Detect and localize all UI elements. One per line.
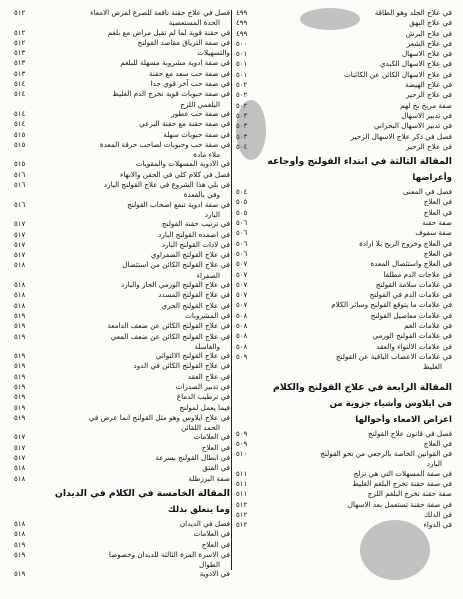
toc-entry-title: فصل في ذكر علاج الاسهال الزحير xyxy=(350,131,452,141)
toc-entry xyxy=(14,413,230,423)
toc-entry-page: ٥٠٨ xyxy=(236,332,248,341)
toc-entry-title: فيما يعمل لمولنج xyxy=(179,402,230,412)
toc-entry xyxy=(14,474,230,484)
toc-entry-page: ٥٠٧ xyxy=(236,291,248,300)
toc-entry-page: ٥١٧ xyxy=(14,230,26,239)
ink-blot xyxy=(236,100,266,160)
toc-entry-title: في علاج القولنج الورمي الحار والبارد xyxy=(121,280,230,290)
toc-entry-page: ٥٠٣ xyxy=(236,111,248,120)
toc-entry-title: في القوانين الخاصة بالرجعي من نحو القولنج xyxy=(320,449,452,459)
toc-entry-page: ٥٠١ xyxy=(236,50,248,59)
toc-entry xyxy=(14,443,230,453)
toc-entry-page: ٥١٤ xyxy=(14,90,26,99)
toc-entry-title: الصفراء xyxy=(196,270,220,280)
toc-entry-title: في علاج البهق xyxy=(409,18,452,28)
toc-entry-title: في علاج الاسهال الكبدي xyxy=(379,59,452,69)
toc-entry-title: في العلاج xyxy=(423,207,452,217)
toc-entry-page: ٥١٥ xyxy=(14,130,26,139)
toc-entry-title: في صفة حب سعد مع حقنة xyxy=(149,68,230,78)
toc-entry-page: ٥١٩ xyxy=(14,413,26,422)
toc-entry xyxy=(14,58,230,68)
toc-entry-page: ٥٠٧ xyxy=(236,301,248,310)
toc-entry xyxy=(236,311,452,321)
toc-entry xyxy=(14,140,230,150)
toc-entry-page: ٥١٨ xyxy=(14,519,26,528)
section5-subheading: وما يتعلق بذلك xyxy=(167,504,230,515)
toc-entry-page: ٥٠٧ xyxy=(236,270,248,279)
toc-entry-title: في صفة حبوبات قوية تخرج الدم الغليظ xyxy=(112,89,230,99)
toc-entry xyxy=(236,228,452,238)
toc-entry xyxy=(14,403,230,413)
toc-entry-title: في علاج ايلاوس وهو مثل القولنج انما عرض في xyxy=(88,412,230,422)
section5-list xyxy=(14,519,230,580)
toc-entry-title: في تدبير الاسهال البحراني xyxy=(374,121,452,131)
toc-entry-title: ملاء مادة xyxy=(193,150,220,160)
toc-entry xyxy=(236,29,452,39)
toc-entry xyxy=(14,89,230,99)
toc-entry xyxy=(14,230,230,240)
toc-entry-page: ٥١٢ xyxy=(14,9,26,17)
toc-entry xyxy=(236,249,452,259)
toc-entry-title: في علامات ما يتوقع القولنج وسائر الكلام xyxy=(331,300,452,310)
toc-entry-page: ٥١٨ xyxy=(14,464,26,473)
toc-entry-title: في علاج العقد xyxy=(187,371,230,381)
toc-entry xyxy=(14,519,230,529)
toc-entry-title: في المشروبات xyxy=(185,310,230,320)
toc-entry-title: في علامات الغم xyxy=(404,321,452,331)
toc-entry xyxy=(236,101,452,111)
toc-entry-page: ٥٠١ xyxy=(236,60,248,69)
toc-entry-page: ٥٠٩ xyxy=(236,352,248,361)
toc-entry-page: ٥٠٤ xyxy=(236,142,248,151)
toc-entry xyxy=(236,132,452,142)
toc-entry xyxy=(14,48,230,58)
toc-entry xyxy=(14,250,230,260)
toc-entry xyxy=(14,432,230,442)
toc-entry-title: في بلي هذا الشروع في علاج القولنج البارد xyxy=(103,180,230,190)
toc-entry-title: فصل في قانون علاج القولنج xyxy=(367,428,452,438)
toc-entry-page: ٥٠٤ xyxy=(236,188,248,197)
toc-entry-title: في حقنة قوية لما لم تقبل مراض مع بلغم xyxy=(107,27,230,37)
toc-entry-title: في علاج الاسهال الكائن عن الكائنات xyxy=(344,69,452,79)
column-divider xyxy=(231,10,232,570)
toc-entry-title: في صفة ادوية مشروبة مسهلة للبلغم xyxy=(120,58,230,68)
toc-entry xyxy=(14,280,230,290)
section4-line-1: في ايلاوس وأشياء جزوية من xyxy=(329,398,452,409)
toc-entry-page: ٥١٩ xyxy=(14,382,26,391)
toc-entry-title: في الادوية xyxy=(199,569,230,579)
toc-entry-title: في العلاج xyxy=(423,438,452,448)
toc-entry-title: في علاج القولنج الالتوائي xyxy=(155,351,230,361)
toc-entry-page: ٥١٤ xyxy=(14,80,26,89)
toc-entry xyxy=(14,382,230,392)
toc-entry xyxy=(14,529,230,539)
toc-entry-title: في علاج القولنج الكائن في الدود xyxy=(133,361,230,371)
toc-entry xyxy=(14,351,230,361)
toc-entry-title: في علاج القولنج الصفراوي xyxy=(150,250,230,260)
toc-entry-page: ٥١٦ xyxy=(14,170,26,179)
toc-entry-page: ٥٠٣ xyxy=(236,122,248,131)
toc-entry-title: في تدبير الاسهال xyxy=(401,110,452,120)
toc-entry-title: في صفة حبوبات سهلة xyxy=(163,129,230,139)
section4-list xyxy=(236,429,452,531)
toc-entry xyxy=(14,8,230,18)
toc-entry-page: ٥١٦ xyxy=(14,181,26,190)
toc-entry-page: ٥٠٣ xyxy=(236,132,248,141)
toc-entry xyxy=(236,449,452,459)
toc-entry xyxy=(14,453,230,463)
toc-entry xyxy=(14,109,230,119)
toc-entry xyxy=(14,210,230,219)
toc-entry-page: ٥٠٠ xyxy=(236,39,248,48)
toc-entry-title: الحمد اللقائن xyxy=(181,423,220,433)
toc-entry-page: ٥٠٨ xyxy=(236,311,248,320)
toc-entry-page: ٥١١ xyxy=(236,490,248,499)
toc-entry xyxy=(236,197,452,207)
toc-entry xyxy=(14,271,230,280)
toc-entry-title: في الدلك xyxy=(424,509,452,519)
toc-entry xyxy=(236,469,452,479)
toc-entry-title: في علامات سلامة القولنج xyxy=(375,279,452,289)
toc-entry-page: ٥١٩ xyxy=(14,352,26,361)
toc-entry-title: في علامات معاصيل القولنج xyxy=(370,310,452,320)
toc-entry xyxy=(236,80,452,90)
toc-entry-page: ٥١٨ xyxy=(14,530,26,539)
toc-entry xyxy=(14,159,230,169)
toc-entry xyxy=(14,200,230,210)
toc-entry-title: في صفة حقنة مع حقنة البرعي xyxy=(139,119,230,129)
toc-entry-page: ٥٠٦ xyxy=(236,239,248,248)
toc-entry-title: في صفة المسهلات التي هي نزلج xyxy=(353,468,452,478)
toc-entry-title: والتسهيلات xyxy=(197,48,230,58)
toc-entry-title: الغليظ xyxy=(422,362,442,372)
toc-entry-page: ٥١٩ xyxy=(14,550,26,559)
section3-heading: المقالة الثالثة في ابتداء القولنج وأوجاعه xyxy=(267,156,452,168)
toc-entry xyxy=(236,218,452,228)
toc-entry-page: ٤٩٩ xyxy=(236,29,248,38)
toc-entry-page: ٥٠٦ xyxy=(236,249,248,258)
toc-entry-title: في صفة حب وحبوبات لصاحب حرقة المعدة xyxy=(99,139,230,149)
toc-entry-title: في العلامات xyxy=(193,529,230,539)
toc-entry-title: في لادات القولنج البارد xyxy=(161,239,230,249)
toc-entry-page: ٥١٩ xyxy=(14,332,26,341)
toc-entry-page: ٥٠٢ xyxy=(236,81,248,90)
toc-entry xyxy=(236,439,452,449)
ink-blot xyxy=(300,8,360,30)
toc-entry-title: في ابطال القولنج بسرعة xyxy=(155,453,230,463)
toc-entry xyxy=(14,332,230,342)
toc-entry-page: ٥٠١ xyxy=(236,70,248,79)
toc-entry-title: في العلاج وخروج الريح بلا ارادة xyxy=(359,238,452,248)
toc-entry xyxy=(236,300,452,310)
toc-entry-title: في تدبير الصدرات xyxy=(175,381,230,391)
toc-entry xyxy=(236,290,452,300)
toc-entry-title: في علامات القولنج الورمي xyxy=(372,331,452,341)
toc-entry-page: ٥١٩ xyxy=(14,540,26,549)
toc-entry-page: ٥١١ xyxy=(236,469,248,478)
toc-entry xyxy=(14,342,230,351)
toc-entry xyxy=(14,290,230,300)
toc-entry-title: في ترتيب حقنة القولنج xyxy=(161,219,230,229)
toc-entry xyxy=(236,362,452,371)
toc-entry xyxy=(236,429,452,439)
toc-entry-title: الطوال xyxy=(198,560,220,570)
toc-entry-page: ٤٩٩ xyxy=(236,19,248,28)
toc-entry-page: ٥١٢ xyxy=(236,521,248,530)
toc-entry xyxy=(236,352,452,362)
toc-entry-page: ٥٠٢ xyxy=(236,101,248,110)
toc-entry-title: في العلاج xyxy=(423,248,452,258)
toc-entry-title: في العلاج xyxy=(201,442,230,452)
toc-entry-page: ٥٠٨ xyxy=(236,342,248,351)
toc-entry xyxy=(14,38,230,48)
toc-entry-title: في علاجات الدم مطلقا xyxy=(383,269,452,279)
section3-list xyxy=(236,187,452,371)
toc-entry xyxy=(14,423,230,432)
toc-entry xyxy=(14,219,230,229)
toc-entry-title: في العلاج واستئصال المعدة xyxy=(370,259,452,269)
toc-entry xyxy=(236,239,452,249)
toc-entry xyxy=(14,321,230,331)
toc-entry xyxy=(236,187,452,197)
toc-entry xyxy=(14,569,230,579)
toc-entry-page: ٥٠٧ xyxy=(236,260,248,269)
toc-entry-page: ٥١٩ xyxy=(14,393,26,402)
toc-entry xyxy=(236,70,452,80)
toc-entry-page: ٥١٠ xyxy=(236,450,248,459)
toc-entry-title: في علامات الالتواء والعقد xyxy=(376,341,452,351)
toc-entry-title: فصل في الديدان xyxy=(179,518,230,528)
toc-entry xyxy=(14,361,230,371)
toc-entry-page: ٥١٧ xyxy=(14,443,26,452)
toc-entry-page: ٥١٣ xyxy=(14,69,26,78)
toc-entry xyxy=(14,260,230,270)
toc-entry-page: ٥١٩ xyxy=(14,372,26,381)
toc-entry xyxy=(14,170,230,180)
toc-entry xyxy=(236,500,452,510)
toc-entry xyxy=(14,18,230,27)
toc-entry xyxy=(14,301,230,311)
right-top-list xyxy=(236,8,452,152)
toc-entry-page: ٥١٤ xyxy=(14,109,26,118)
toc-entry xyxy=(14,540,230,550)
toc-entry-page: ٥٠٦ xyxy=(236,229,248,238)
ink-blot xyxy=(360,520,430,580)
toc-entry-page: ٥١٧ xyxy=(14,433,26,442)
toc-entry xyxy=(14,150,230,159)
section4-heading: المقالة الرابعة في علاج القولنج والكلام xyxy=(273,381,452,393)
toc-entry-page: ٥١٢ xyxy=(236,500,248,509)
toc-entry-page: ٥٠٥ xyxy=(236,198,248,207)
toc-entry-title: في صفة حب آخر قوي جدا xyxy=(150,79,230,89)
toc-entry-title: في علاج القولنج الكائن عن ضعف المعي xyxy=(110,331,230,341)
toc-entry-page: ٥١٣ xyxy=(14,49,26,58)
toc-entry-title: في ترطيب الدماغ xyxy=(176,392,230,402)
toc-entry xyxy=(236,59,452,69)
toc-entry xyxy=(236,259,452,269)
toc-entry xyxy=(14,79,230,89)
toc-entry-title: في علاج القولنج الكائن عن ضعف الدامعة xyxy=(107,321,230,331)
toc-entry-page: ٥١٧ xyxy=(14,454,26,463)
toc-entry-title: فصل في المعنى xyxy=(402,187,452,197)
toc-entry xyxy=(236,208,452,218)
toc-entry xyxy=(14,311,230,321)
toc-entry xyxy=(14,372,230,382)
toc-entry-title: في العلامات xyxy=(193,432,230,442)
toc-entry-page: ٥١٥ xyxy=(14,140,26,149)
toc-entry-title: في علاج الزحير xyxy=(406,141,452,151)
toc-entry xyxy=(14,180,230,190)
section4-line-2: اعراض الامعاء وأحوالها xyxy=(355,414,452,425)
toc-entry-title: في العلاج xyxy=(201,539,230,549)
toc-entry-page: ٥١٨ xyxy=(14,474,26,483)
toc-entry-page: ٥١٩ xyxy=(14,311,26,320)
toc-entry-page: ٥٠٥ xyxy=(236,208,248,217)
toc-entry-page: ٥٠٢ xyxy=(236,91,248,100)
toc-entry-title: وفي بالقعدة xyxy=(183,190,220,200)
toc-entry-page: ٥٠٩ xyxy=(236,429,248,438)
toc-entry xyxy=(14,100,230,109)
toc-entry-title: صفة مربخ بخ لهم xyxy=(400,100,452,110)
toc-entry xyxy=(14,560,230,569)
toc-entry-page: ٥١٧ xyxy=(14,220,26,229)
toc-entry xyxy=(236,459,452,468)
toc-entry-title: في الاسرة المزة الثالثة للديدان وخصوصا xyxy=(108,549,230,559)
toc-entry-title: في العلاج xyxy=(423,197,452,207)
toc-entry xyxy=(236,90,452,100)
toc-entry-page: ٥٠٧ xyxy=(236,280,248,289)
toc-entry-title: البارد xyxy=(204,209,220,219)
toc-entry-title: في علاج الشعر xyxy=(406,38,452,48)
toc-entry-page: ٥١٩ xyxy=(14,322,26,331)
toc-entry-title: البارد xyxy=(426,459,442,469)
right-column xyxy=(236,8,452,530)
toc-entry xyxy=(236,489,452,499)
toc-entry-title: في الادوية المسهلات والمقويات xyxy=(135,159,230,169)
toc-entry xyxy=(14,28,230,38)
toc-entry xyxy=(236,479,452,489)
toc-entry xyxy=(236,121,452,131)
toc-entry-title: في علامات الدم في القولنج xyxy=(369,290,452,300)
toc-entry-page: ٥١٨ xyxy=(14,261,26,270)
section3-subheading: وأعراضها xyxy=(412,173,452,184)
toc-entry xyxy=(14,392,230,402)
toc-entry-title: صفة حقنة xyxy=(422,218,452,228)
toc-entry-title: في صفة ادوية تنفع اصحاب القولنج xyxy=(127,199,230,209)
toc-entry-page: ٥١٧ xyxy=(14,240,26,249)
toc-entry-page: ٥١٨ xyxy=(14,301,26,310)
toc-entry-title: فصل في كلام كلي في الحقن والانهاء xyxy=(119,169,230,179)
toc-entry xyxy=(236,321,452,331)
toc-entry-title: في علاج القولنج الكائن من استئصال xyxy=(122,260,230,270)
toc-entry-title: صفة سفوف xyxy=(415,228,452,238)
toc-entry xyxy=(14,550,230,560)
toc-entry-title: صفة البرزطلة xyxy=(188,473,230,483)
toc-entry-title: البلغمي اللزج xyxy=(180,99,220,109)
toc-entry-page: ٥١٩ xyxy=(14,362,26,371)
toc-entry-page: ٥١٩ xyxy=(14,403,26,412)
toc-entry xyxy=(236,510,452,520)
toc-entry-page: ٥١٣ xyxy=(14,59,26,68)
toc-entry-title: والغاسلة xyxy=(194,341,220,351)
toc-entry-page: ٥٠٩ xyxy=(236,439,248,448)
toc-entry-page: ٤٩٩ xyxy=(236,9,248,17)
toc-entry-page: ٥١٢ xyxy=(14,28,26,37)
toc-entry xyxy=(236,280,452,290)
section5-heading: المقالة الخامسة في الكلام في الديدان xyxy=(54,487,230,499)
toc-entry-page: ٥١٩ xyxy=(14,570,26,579)
toc-entry-title: الحدة المستعصية xyxy=(168,18,220,28)
toc-entry xyxy=(14,130,230,140)
toc-entry xyxy=(236,49,452,59)
spacer xyxy=(236,372,452,378)
toc-entry-title: في الدواء xyxy=(423,520,452,530)
toc-entry xyxy=(236,342,452,352)
toc-entry-page: ٥١٧ xyxy=(14,251,26,260)
toc-entry-page: ٥٠٦ xyxy=(236,219,248,228)
toc-entry-page: ٥١٢ xyxy=(236,510,248,519)
left-top-list xyxy=(14,8,230,484)
toc-entry xyxy=(14,463,230,473)
toc-entry-title: في صفة حقنة تستعمل بعد الاسهال xyxy=(347,499,452,509)
toc-entry xyxy=(14,240,230,250)
toc-entry xyxy=(14,69,230,79)
toc-entry-page: ٥١٨ xyxy=(14,281,26,290)
toc-entry-title: في علاج الجلد وهو الطاقة xyxy=(374,8,452,17)
toc-entry-page: ٥١٤ xyxy=(14,120,26,129)
toc-entry-title: في صفة الترياق مقاصد القولنج xyxy=(137,37,230,47)
toc-entry-title: في علاج الهيضة xyxy=(405,80,452,90)
toc-entry-title: في الفتق xyxy=(202,463,230,473)
toc-entry xyxy=(236,270,452,280)
toc-entry-title: في علاج القولنج المسدد xyxy=(158,290,230,300)
toc-entry-title: في علاج الزحير xyxy=(406,90,452,100)
toc-entry xyxy=(236,39,452,49)
toc-entry xyxy=(236,142,452,152)
toc-entry-title: صفة حقنة تخرج البلغم اللزج xyxy=(367,489,452,499)
toc-entry-page: ٥٠٨ xyxy=(236,322,248,331)
toc-entry-page: ٥١٦ xyxy=(14,200,26,209)
toc-entry xyxy=(236,331,452,341)
toc-entry-page: ٥١١ xyxy=(236,479,248,488)
toc-entry-title: في علامات الاعصاب الباقية عن القولنج xyxy=(335,351,452,361)
toc-entry-title: في علاج البرش xyxy=(405,28,452,38)
toc-entry-title: في اضمده القولنج البارد xyxy=(158,229,230,239)
toc-entry xyxy=(14,119,230,129)
toc-entry-title: في علاج القولنج الحري xyxy=(161,300,230,310)
toc-entry-title: في علاج الاسهال xyxy=(401,49,452,59)
toc-entry xyxy=(14,190,230,199)
toc-entry-page: ٥١٨ xyxy=(14,291,26,300)
toc-entry-page: ٥١٢ xyxy=(14,38,26,47)
toc-entry-title: في صفة حب عطور xyxy=(171,108,230,118)
toc-entry-page: ٥١٥ xyxy=(14,160,26,169)
toc-entry-title: في صفة حقنة تخرج البلغم الغليظ xyxy=(352,478,452,488)
toc-entry xyxy=(236,111,452,121)
left-column xyxy=(14,8,230,580)
toc-entry-title: فصل في علاج حقنة نافعة للصرع لمرض الامعاء xyxy=(90,8,230,17)
